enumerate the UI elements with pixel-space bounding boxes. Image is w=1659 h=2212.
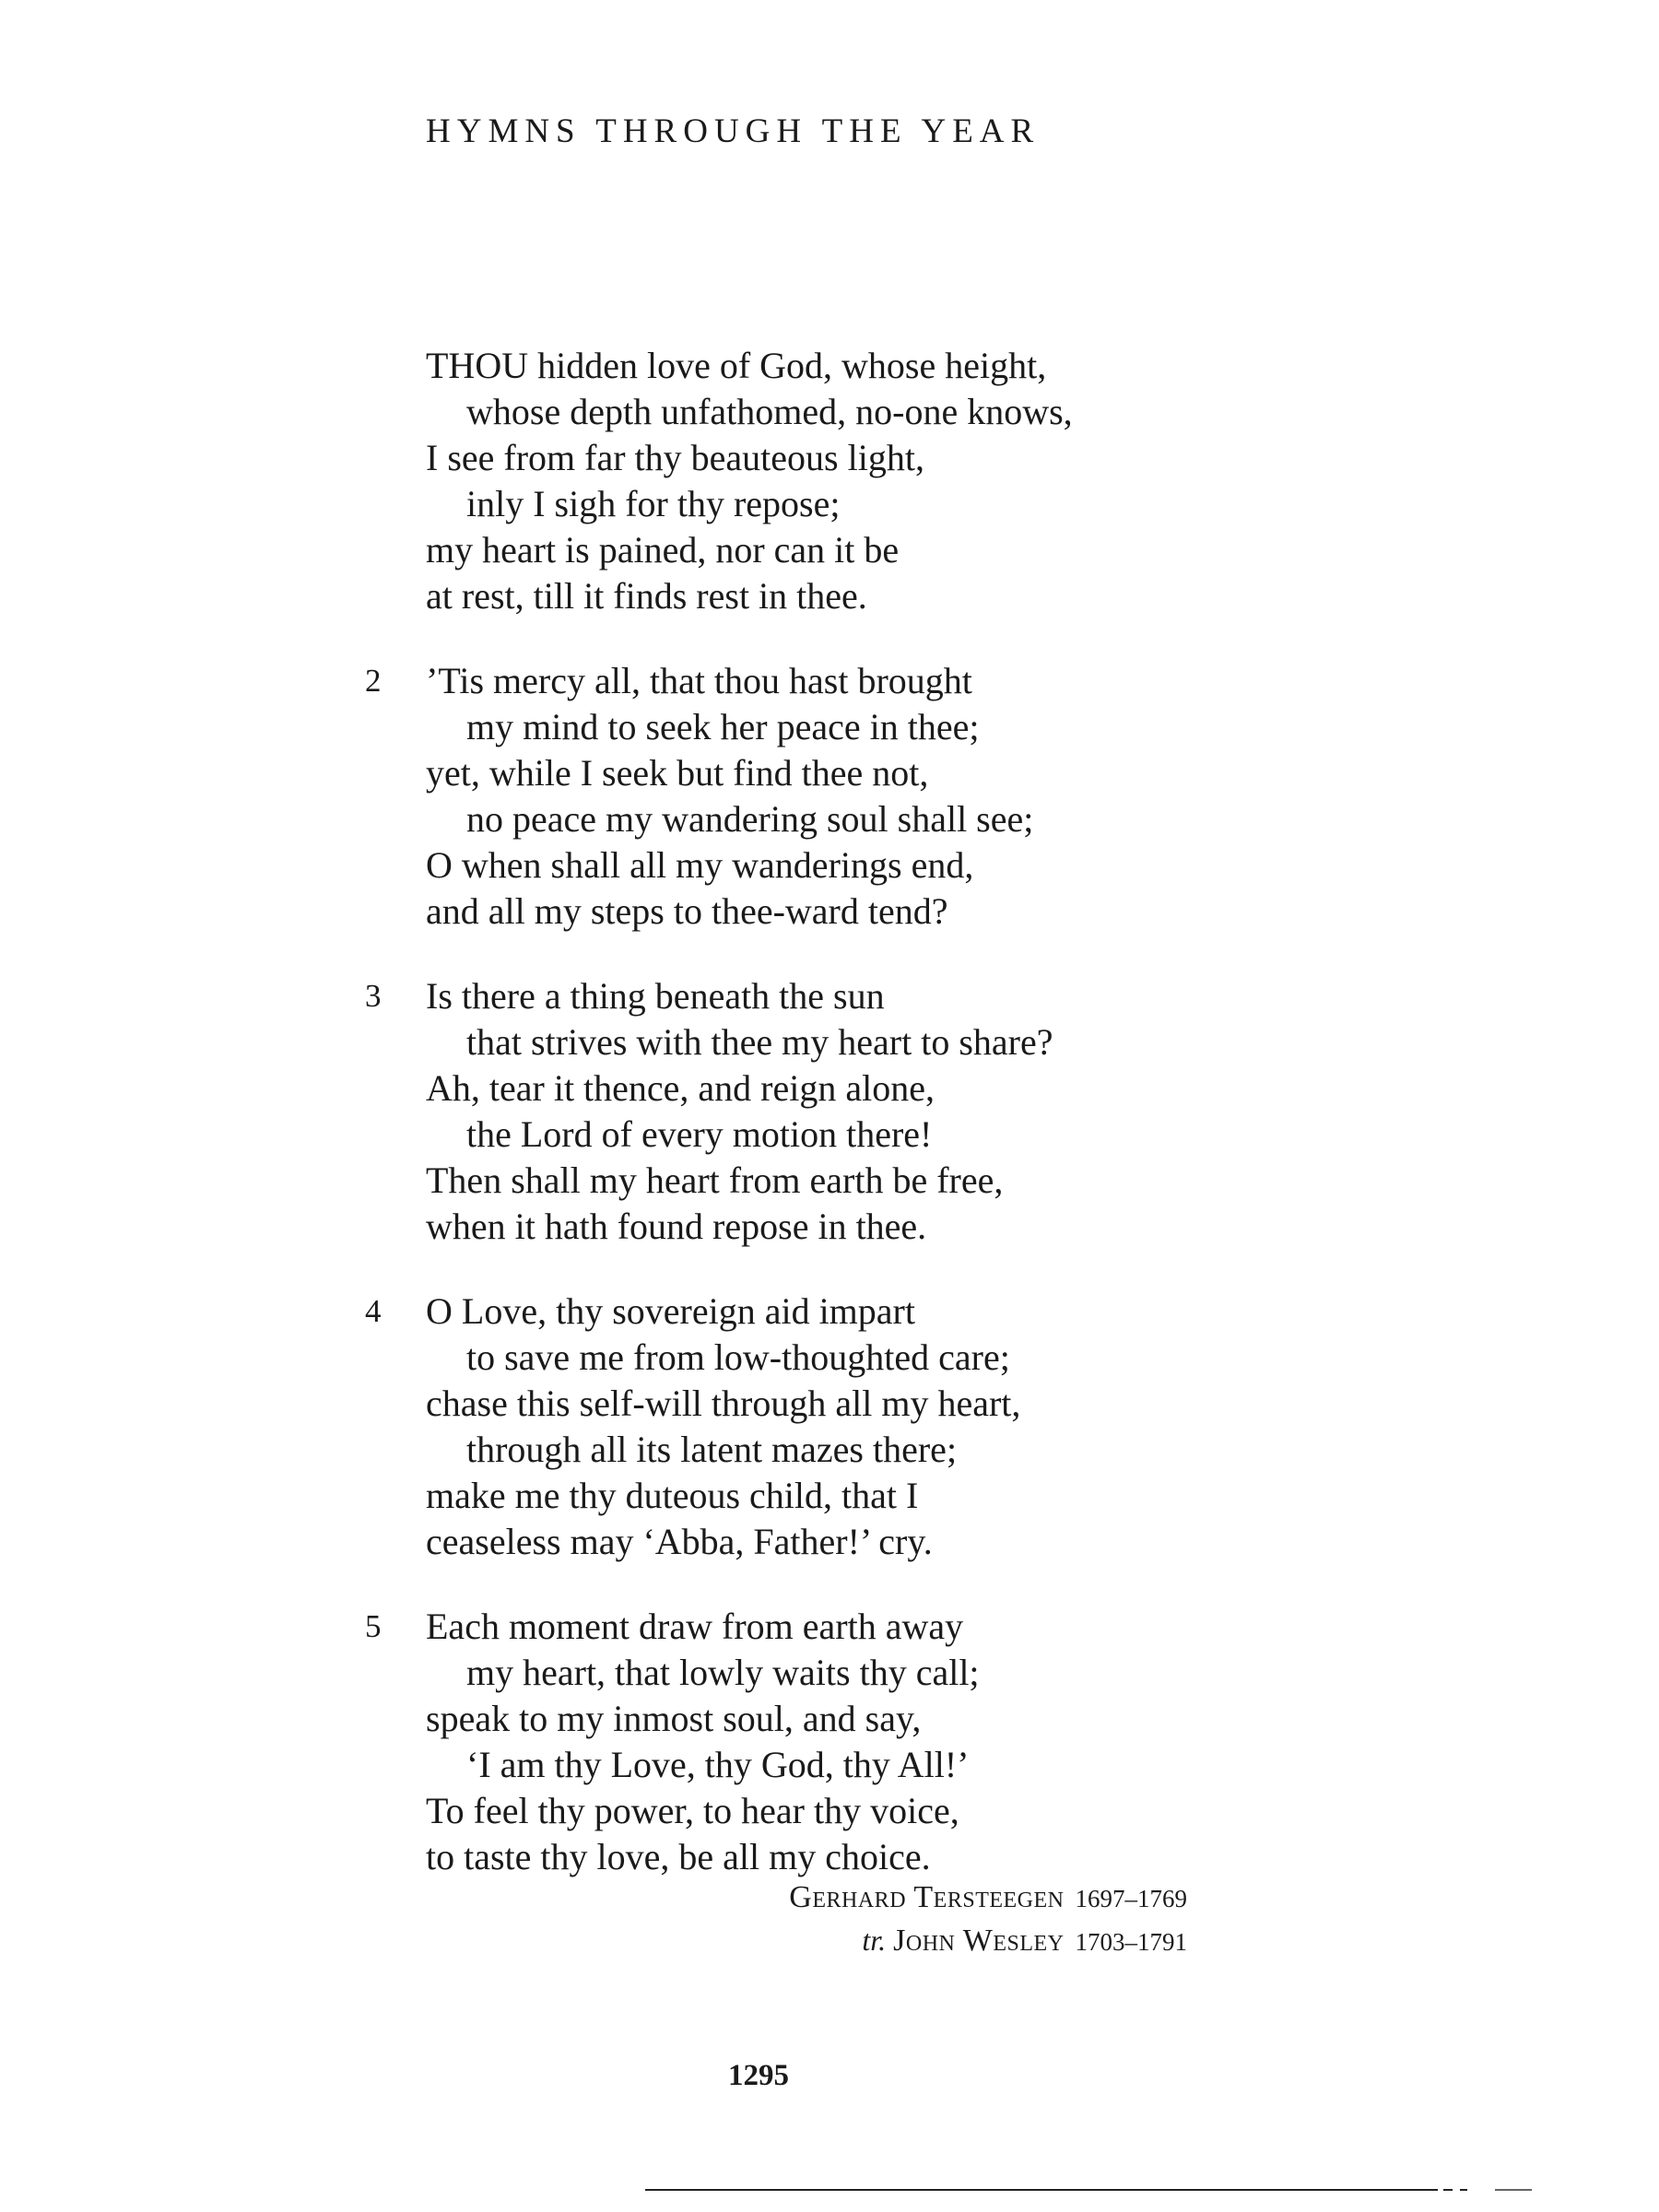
translator-prefix: tr. xyxy=(862,1924,887,1957)
verse-line: my heart is pained, nor can it be xyxy=(426,529,900,571)
translator-name: John Wesley xyxy=(893,1924,1065,1958)
verse-line: no peace my wandering soul shall see; xyxy=(466,798,1034,840)
translator-line xyxy=(789,1920,1187,1963)
verse-line: chase this self-will through all my heart, xyxy=(426,1382,1021,1424)
verse-line: to save me from low-thoughted care; xyxy=(466,1336,1010,1378)
author-name: Gerhard Tersteegen xyxy=(789,1880,1065,1914)
verse-line: ceaseless may ‘Abba, Father!’ cry. xyxy=(426,1521,933,1562)
translator-dates: 1703–1791 xyxy=(1075,1928,1187,1956)
verse xyxy=(365,1288,1347,1565)
verse-line: ‘I am thy Love, thy God, thy All!’ xyxy=(466,1744,970,1785)
verse-line: when it hath found repose in thee. xyxy=(426,1206,927,1247)
hymn-text xyxy=(365,343,1347,1919)
verse-line: yet, while I seek but find thee not, xyxy=(426,752,929,794)
verse-line: through all its latent mazes there; xyxy=(466,1429,958,1470)
verse-line: the Lord of every motion there! xyxy=(466,1113,933,1155)
verse-line: ’Tis mercy all, that thou hast brought xyxy=(426,660,972,701)
verse-line: speak to my inmost soul, and say, xyxy=(426,1698,922,1739)
running-head: HYMNS THROUGH THE YEAR xyxy=(426,112,1041,150)
verse xyxy=(365,973,1347,1250)
verse-line: at rest, till it finds rest in thee. xyxy=(426,575,867,617)
page-number: 1295 xyxy=(728,2059,789,2092)
verse xyxy=(365,1604,1347,1880)
verse-line: THOU hidden love of God, whose height, xyxy=(426,345,1047,386)
footer-rule-dash xyxy=(1460,2189,1467,2191)
attribution xyxy=(789,1877,1187,1963)
verse-number: 4 xyxy=(365,1293,382,1329)
footer-rule xyxy=(645,2189,1438,2191)
author-dates: 1697–1769 xyxy=(1075,1885,1187,1912)
verse xyxy=(365,658,1347,935)
verse-line: Is there a thing beneath the sun xyxy=(426,975,885,1017)
verse-line: Each moment draw from earth away xyxy=(426,1606,964,1647)
verse-line: inly I sigh for thy repose; xyxy=(466,483,841,524)
verse-line: To feel thy power, to hear thy voice, xyxy=(426,1790,959,1831)
verse-line: make me thy duteous child, that I xyxy=(426,1475,919,1516)
verse-line: O Love, thy sovereign aid impart xyxy=(426,1290,915,1332)
verse-line: Then shall my heart from earth be free, xyxy=(426,1159,1004,1201)
verse-number: 5 xyxy=(365,1608,382,1644)
footer-rule-dash xyxy=(1443,2189,1453,2191)
author-line xyxy=(789,1877,1187,1920)
verse-line: O when shall all my wanderings end, xyxy=(426,844,974,886)
verse-line: my heart, that lowly waits thy call; xyxy=(466,1652,980,1693)
verse-number: 3 xyxy=(365,978,382,1014)
footer-rule-dash xyxy=(1495,2189,1532,2191)
verse-line: that strives with thee my heart to share? xyxy=(466,1021,1053,1063)
verse-line: Ah, tear it thence, and reign alone, xyxy=(426,1067,935,1109)
verse-line: whose depth unfathomed, no-one knows, xyxy=(466,391,1073,432)
verse-line: my mind to seek her peace in thee; xyxy=(466,706,980,747)
verse-line: and all my steps to thee-ward tend? xyxy=(426,890,948,932)
verse xyxy=(426,343,1347,619)
verse-number: 2 xyxy=(365,663,382,699)
verse-line: to taste thy love, be all my choice. xyxy=(426,1836,931,1877)
verse-line: I see from far thy beauteous light, xyxy=(426,437,924,478)
